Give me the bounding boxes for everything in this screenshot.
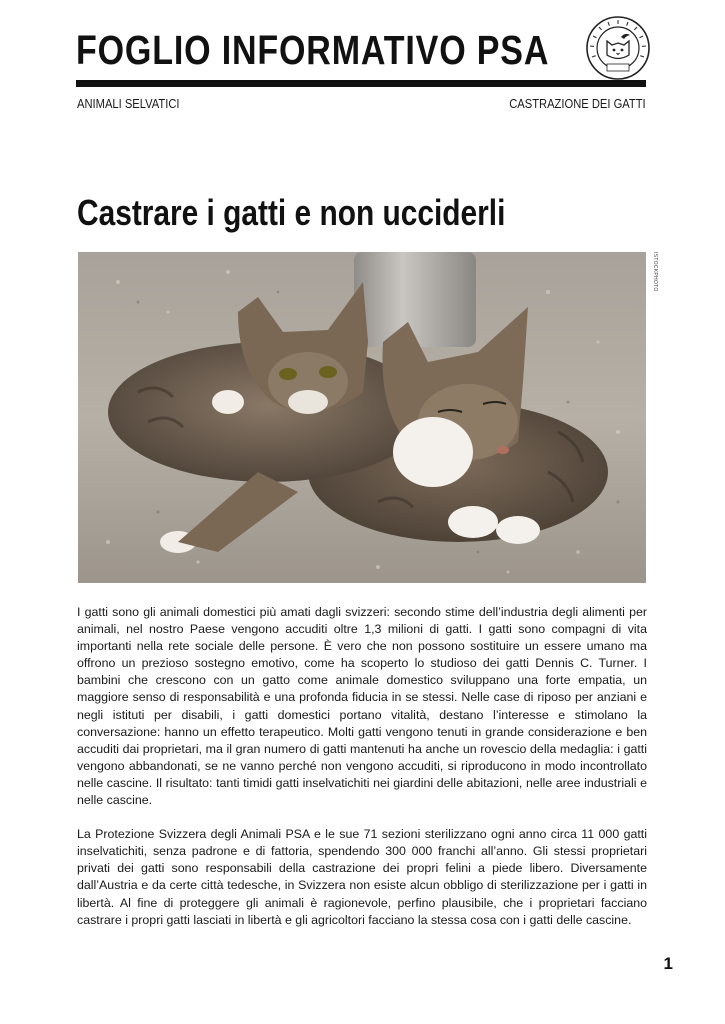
paragraph: La Protezione Svizzera degli Animali PSA e le sue 71 sezioni sterilizzano ogni anno circa 11 000 gatti inselvatichiti, senza padrone e di fattoria, spendendo 300 000 franchi all’anno. Gli stessi proprietari privati dei gatti sono responsabili della castrazione dei propri felini a piede libero. Diversamente dall’Austria e da certe città tedesche, in Svizzera non esiste alcun obbligo di sterilizzazione per i gatti in libertà. Al fine di proteggere gli animali è ragionevole, perfino plausibile, che i proprietari facciano castrare i propri gatti lasciati in libertà e gli agricoltori facciano la stessa cosa con i gatti delle cascine. — [77, 827, 647, 927]
psa-logo — [585, 15, 651, 81]
article-title: Castrare i gatti e non ucciderli — [77, 192, 506, 233]
page-number: 1 — [663, 954, 673, 973]
paragraph: I gatti sono gli animali domestici più amati dagli svizzeri: secondo stime dell’industria degli alimenti per animali, nel nostro Paese vengono accuditi oltre 1,3 milioni di gatti. I gatti sono compagni di vita importanti nella rete sociale delle persone. È vero che non possono sostituire un essere umano ma offrono un prezioso sostegno emotivo, come ha scoperto lo studioso dei gatti Dennis C. Turner. I bambini che crescono con un gatto come animale domestico sviluppano una forte empatia, un maggiore senso di responsabilità e una profonda fiducia in se stessi. Nelle case di riposo per anziani e negli istituti per disabili, i gatti domestici portano vitalità, destano l’interesse e stimolano la conversazione: hanno un effetto terapeutico. Molti gatti vengono tenuti in grande considerazione e ben accuditi dai proprietari, ma il gran numero di gatti mantenuti ha anche un rovescio della medaglia: i gatti vengono abbandonati, se ne vanno perché non vengono accuditi, si riproducono in modo incontrollato nelle cascine. Il risultato: tanti timidi gatti inselvatichiti nei giardini delle abitazioni, nelle aree industriali e nelle cascine. — [77, 605, 647, 808]
two-cats-image — [78, 252, 646, 583]
category-left: ANIMALI SELVATICI — [77, 96, 180, 111]
cat-bird-emblem-icon — [585, 15, 651, 81]
publication-title: FOGLIO INFORMATIVO PSA — [76, 27, 550, 73]
article-body — [77, 604, 647, 946]
photo-credit: ISTOCKPHOTO — [652, 252, 658, 292]
category-right: CASTRAZIONE DEI GATTI — [509, 96, 646, 111]
cats-photo — [78, 252, 646, 583]
header-rule — [76, 80, 646, 87]
